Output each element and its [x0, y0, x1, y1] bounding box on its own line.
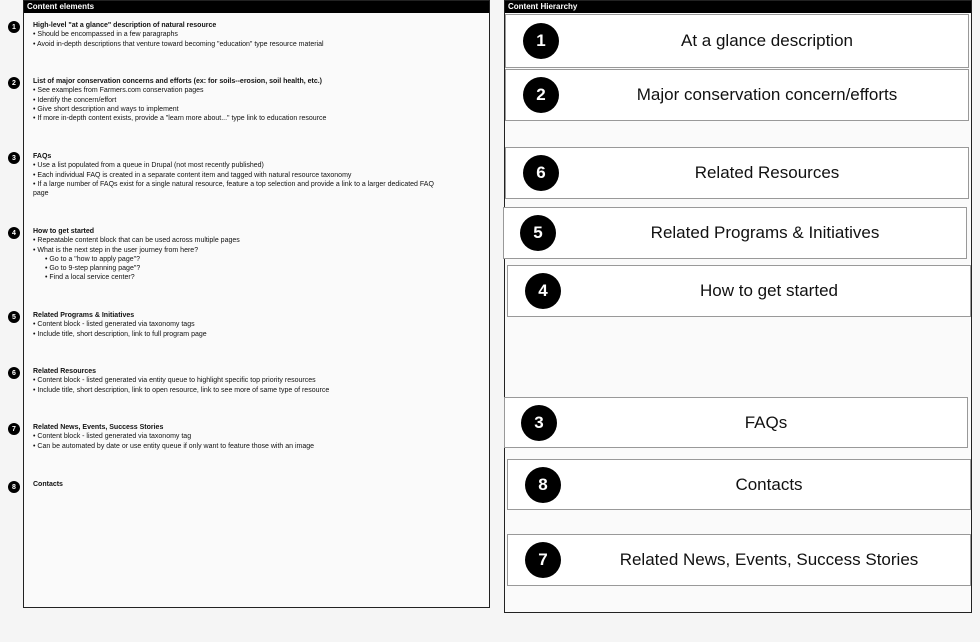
section-bullet: • Include title, short description, link to open resource, link to see more of same type of resource: [33, 386, 330, 394]
section-marker-2: 2: [8, 77, 20, 89]
content-elements-header: Content elements: [24, 1, 489, 13]
section-related-resources: [33, 367, 488, 395]
hierarchy-label: FAQs: [744, 412, 788, 432]
section-bullet: • Content block - listed generated via taxonomy tag: [33, 433, 192, 441]
hierarchy-number-badge: 1: [523, 23, 559, 59]
hierarchy-label: Related Resources: [694, 163, 840, 182]
section-bullet: • Should be encompassed in a few paragraphs: [33, 31, 178, 39]
section-title: High-level "at a glance" description of natural resource: [33, 22, 217, 29]
section-contacts: [33, 480, 488, 489]
section-title: Contacts: [33, 481, 63, 488]
hierarchy-box: [507, 459, 971, 510]
section-subbullet: • Find a local service center?: [45, 274, 135, 282]
section-bullet: • Content block - listed generated via taxonomy tags: [33, 321, 195, 329]
section-related-programs: [33, 311, 488, 339]
section-bullet: • Repeatable content block that can be used across multiple pages: [33, 237, 240, 245]
hierarchy-number-badge: 7: [525, 542, 561, 578]
hierarchy-label: Major conservation concern/efforts: [636, 85, 898, 104]
section-title: List of major conservation concerns and efforts (ex: for soils--erosion, soil health, etc.): [33, 78, 322, 85]
hierarchy-number-badge: 2: [523, 77, 559, 113]
hierarchy-box: [507, 265, 971, 317]
section-bullet: • Content block - listed generated via entity queue to highlight specific top priority resources: [33, 377, 316, 385]
section-bullet: • Give short description and ways to implement: [33, 105, 179, 113]
hierarchy-box: [507, 534, 971, 586]
section-marker-4: 4: [8, 227, 20, 239]
section-subbullet: • Go to a "how to apply page"?: [45, 255, 140, 263]
section-title: Related News, Events, Success Stories: [33, 424, 164, 431]
section-conservation-concerns: [33, 77, 488, 123]
section-bullet: • Each individual FAQ is created in a separate content item and tagged with natural resource taxonomy: [33, 171, 352, 179]
section-marker-7: 7: [8, 423, 20, 435]
hierarchy-number-badge: 3: [521, 405, 557, 441]
section-marker-3: 3: [8, 152, 20, 164]
hierarchy-label: Contacts: [735, 474, 803, 494]
section-bullet: • Use a list populated from a queue in Drupal (not most recently published): [33, 162, 264, 170]
section-marker-5: 5: [8, 311, 20, 323]
hierarchy-label: How to get started: [700, 281, 838, 300]
section-faqs: [33, 152, 488, 198]
hierarchy-box: [505, 69, 969, 121]
hierarchy-number-badge: 5: [520, 215, 556, 251]
hierarchy-number-badge: 4: [525, 273, 561, 309]
hierarchy-box: [504, 397, 968, 448]
section-related-news: [33, 423, 488, 451]
section-bullet: • See examples from Farmers.com conservation pages: [33, 87, 204, 95]
hierarchy-label: Related Programs & Initiatives: [650, 223, 880, 242]
hierarchy-box: [505, 14, 969, 68]
section-title: Related Resources: [33, 368, 97, 375]
section-subbullet: • Go to 9-step planning page"?: [45, 265, 141, 273]
hierarchy-label: At a glance description: [681, 31, 853, 50]
hierarchy-number-badge: 8: [525, 467, 561, 503]
section-at-a-glance: [33, 21, 488, 49]
section-bullet: page: [33, 190, 49, 198]
section-bullet: • Include title, short description, link to full program page: [33, 330, 207, 338]
section-bullet: • Avoid in-depth descriptions that venture toward becoming "education" type resource material: [33, 40, 324, 48]
section-title: How to get started: [33, 228, 95, 235]
section-bullet: • If a large number of FAQs exist for a single natural resource, feature a top selection and provide a link to a larger dedicated FAQ: [33, 180, 434, 188]
section-title: FAQs: [33, 153, 52, 160]
section-marker-6: 6: [8, 367, 20, 379]
section-marker-1: 1: [8, 21, 20, 33]
hierarchy-number-badge: 6: [523, 155, 559, 191]
section-bullet: • If more in-depth content exists, provide a "learn more about..." type link to education resource: [33, 115, 327, 123]
hierarchy-label: Related News, Events, Success Stories: [619, 550, 919, 569]
section-bullet: • Can be automated by date or use entity queue if only want to feature those with an image: [33, 442, 315, 450]
content-hierarchy-header: Content Hierarchy: [505, 1, 971, 13]
section-title: Related Programs & Initiatives: [33, 312, 135, 319]
section-bullet: • What is the next step in the user journey from here?: [33, 246, 199, 254]
hierarchy-box: [505, 147, 969, 199]
section-bullet: • Identify the concern/effort: [33, 96, 117, 104]
section-how-to-get-started: [33, 227, 488, 283]
section-marker-8: 8: [8, 481, 20, 493]
hierarchy-box: [503, 207, 967, 259]
